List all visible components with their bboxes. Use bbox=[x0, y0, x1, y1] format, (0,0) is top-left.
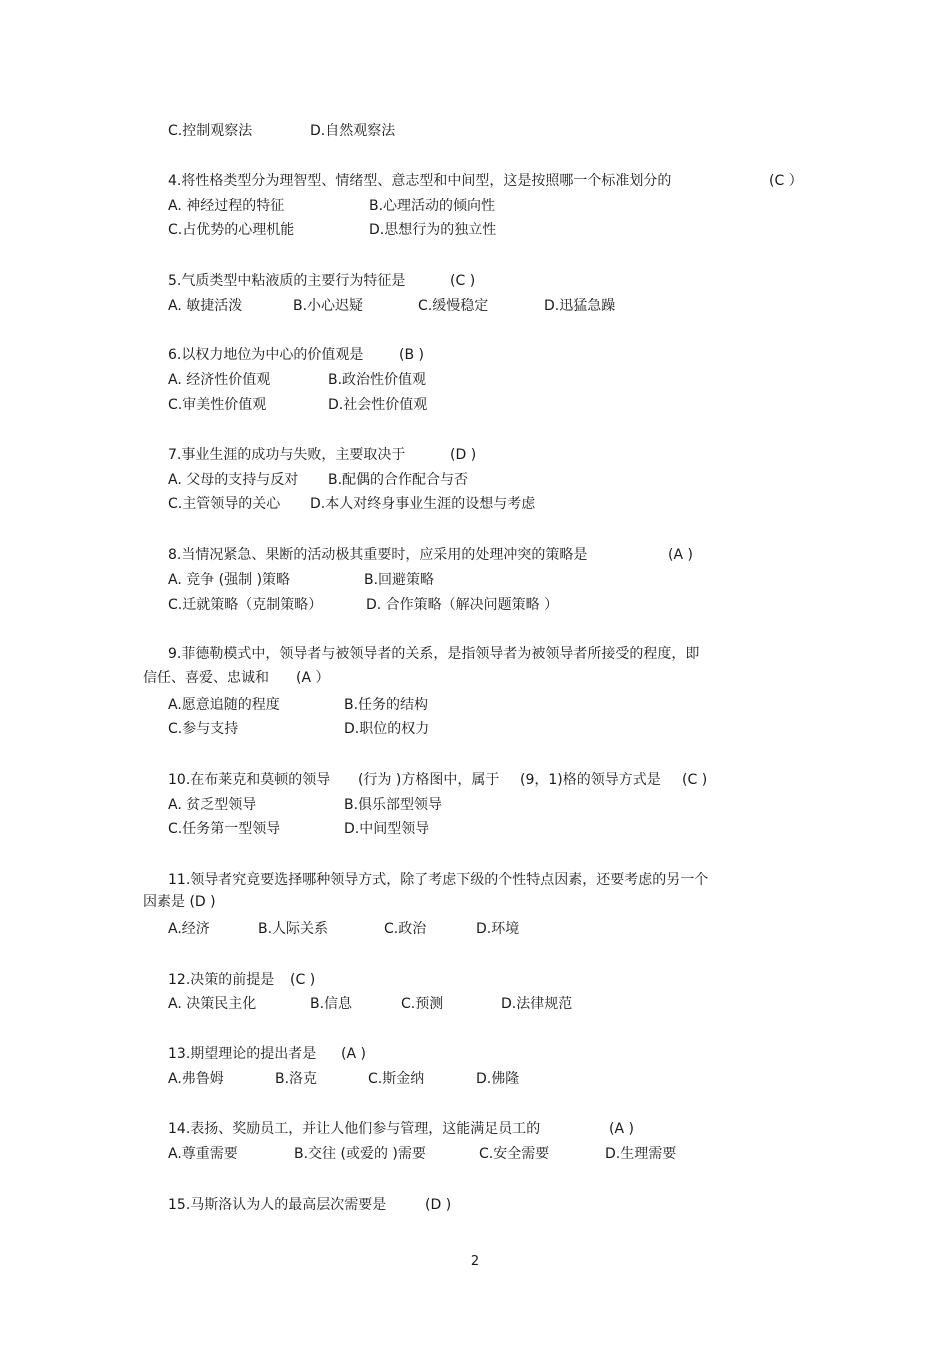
text-line: 5.气质类型中粘液质的主要行为特征是 bbox=[168, 273, 406, 289]
text-line: 10.在布莱克和莫顿的领导 bbox=[168, 772, 331, 788]
text-line: D.职位的权力 bbox=[344, 721, 430, 737]
text-line: D. 合作策略（解决问题策略 ） bbox=[366, 597, 559, 613]
text-line: 14.表扬、奖励员工，并让人他们参与管理，这能满足员工的 bbox=[168, 1121, 541, 1137]
text-line: B.政治性价值观 bbox=[328, 372, 427, 388]
text-line: 15.马斯洛认为人的最高层次需要是 bbox=[168, 1197, 387, 1213]
text-line: C.预测 bbox=[401, 996, 444, 1012]
text-line: 11.领导者究竟要选择哪种领导方式，除了考虑下级的个性特点因素，还要考虑的另一个 bbox=[168, 872, 709, 888]
text-line: (D ) bbox=[450, 447, 477, 463]
text-line: D.本人对终身事业生涯的设想与考虑 bbox=[310, 496, 536, 512]
page-number: 2 bbox=[470, 1254, 480, 1269]
text-line: 信任、喜爱、忠诚和 bbox=[143, 670, 269, 686]
text-line: A. 决策民主化 bbox=[168, 996, 257, 1012]
text-line: 8.当情况紧急、果断的活动极其重要时，应采用的处理冲突的策略是 bbox=[168, 547, 588, 563]
text-line: A.尊重需要 bbox=[168, 1146, 238, 1162]
text-line: C.任务第一型领导 bbox=[168, 821, 281, 837]
text-line: C.审美性价值观 bbox=[168, 397, 267, 413]
text-line: D.中间型领导 bbox=[344, 821, 430, 837]
text-line: (A ） bbox=[296, 670, 330, 686]
text-line: B.回避策略 bbox=[364, 572, 435, 588]
text-line: C.缓慢稳定 bbox=[418, 298, 489, 314]
text-line: (9，1)格的领导方式是 bbox=[520, 772, 661, 788]
text-line: (A ) bbox=[609, 1121, 634, 1137]
text-line: A. 竞争 (强制 )策略 bbox=[168, 572, 291, 588]
text-line: (A ) bbox=[341, 1046, 366, 1062]
text-line: A. 神经过程的特征 bbox=[168, 198, 285, 214]
text-line: B.信息 bbox=[310, 996, 353, 1012]
text-line: D.社会性价值观 bbox=[328, 397, 428, 413]
text-line: C.斯金纳 bbox=[368, 1071, 425, 1087]
text-line: 13.期望理论的提出者是 bbox=[168, 1046, 317, 1062]
text-line: 12.决策的前提是 bbox=[168, 972, 275, 988]
text-line: D.佛隆 bbox=[476, 1071, 520, 1087]
text-line: (C ) bbox=[682, 772, 708, 788]
text-line: D.自然观察法 bbox=[310, 123, 396, 139]
text-line: (A ) bbox=[668, 547, 693, 563]
text-line: A. 父母的支持与反对 bbox=[168, 472, 299, 488]
text-line: B.人际关系 bbox=[258, 921, 329, 937]
text-line: 4.将性格类型分为理智型、情绪型、意志型和中间型，这是按照哪一个标准划分的 bbox=[168, 173, 672, 189]
text-line: D.迅猛急躁 bbox=[544, 298, 616, 314]
text-line: C.参与支持 bbox=[168, 721, 239, 737]
text-line: D.思想行为的独立性 bbox=[369, 222, 497, 238]
text-line: (行为 )方格图中，属于 bbox=[358, 772, 500, 788]
text-line: D.生理需要 bbox=[605, 1146, 677, 1162]
text-line: (D ) bbox=[425, 1197, 452, 1213]
text-line: (B ) bbox=[399, 347, 424, 363]
text-line: 7.事业生涯的成功与失败，主要取决于 bbox=[168, 447, 406, 463]
text-line: A.经济 bbox=[168, 921, 210, 937]
text-line: A. 经济性价值观 bbox=[168, 372, 271, 388]
text-line: B.心理活动的倾向性 bbox=[369, 198, 496, 214]
text-line: (C ） bbox=[769, 173, 803, 189]
text-line: (C ) bbox=[450, 273, 476, 289]
text-line: C.政治 bbox=[384, 921, 427, 937]
text-line: B.交往 (或爱的 )需要 bbox=[294, 1146, 426, 1162]
text-line: C.迁就策略（克制策略） bbox=[168, 597, 323, 613]
text-line: A. 敏捷活泼 bbox=[168, 298, 243, 314]
text-line: 9.菲德勒模式中，领导者与被领导者的关系，是指领导者为被领导者所接受的程度，即 bbox=[168, 646, 700, 662]
text-line: C.占优势的心理机能 bbox=[168, 222, 295, 238]
text-line: D.环境 bbox=[476, 921, 520, 937]
text-line: A.愿意追随的程度 bbox=[168, 697, 280, 713]
text-line: A.弗鲁姆 bbox=[168, 1071, 224, 1087]
text-line: C.控制观察法 bbox=[168, 123, 253, 139]
text-line: (C ) bbox=[290, 972, 316, 988]
text-line: 因素是 (D ) bbox=[143, 894, 216, 910]
text-line: C.主管领导的关心 bbox=[168, 496, 281, 512]
text-line: B.俱乐部型领导 bbox=[344, 797, 443, 813]
text-line: A. 贫乏型领导 bbox=[168, 797, 257, 813]
text-line: B.配偶的合作配合与否 bbox=[328, 472, 469, 488]
text-line: D.法律规范 bbox=[501, 996, 573, 1012]
text-line: B.任务的结构 bbox=[344, 697, 429, 713]
text-line: 6.以权力地位为中心的价值观是 bbox=[168, 347, 364, 363]
text-line: C.安全需要 bbox=[479, 1146, 550, 1162]
text-line: B.小心迟疑 bbox=[293, 298, 364, 314]
text-line: B.洛克 bbox=[275, 1071, 318, 1087]
